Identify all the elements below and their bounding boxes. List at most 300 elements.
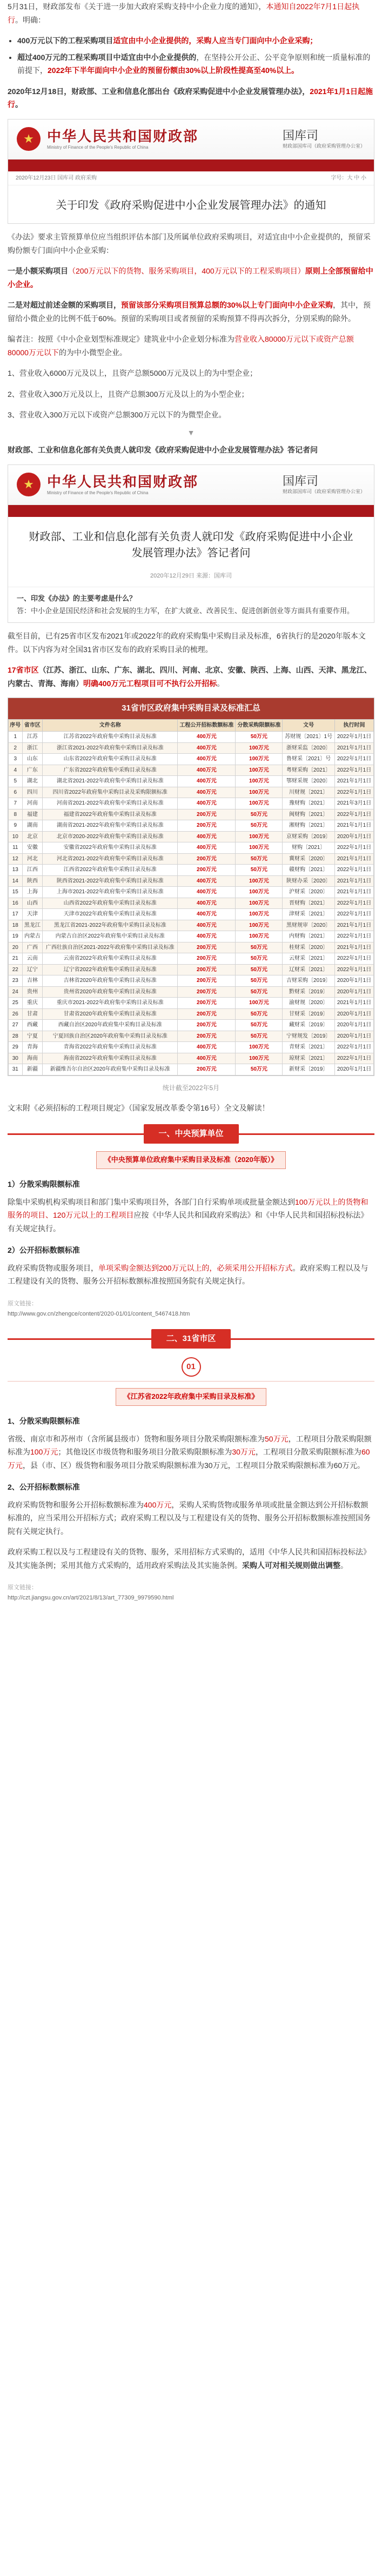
table-cell: 江西省2022年政府集中采购目录及标准 <box>43 865 178 876</box>
table-cell: 安徽 <box>22 842 43 854</box>
table-cell: 400万元 <box>178 875 236 887</box>
intro-bullet: • 超过400万元的工程采购项目中适宜由中小企业提供的，在坚持公开公正、公平竞争原则和统一质量标准的前提下，2022年下半年面向中小企业的预留份额由30%以上阶段性提高至40%以上。 <box>17 51 374 77</box>
article: 5月31日，财政部发布《关于进一步加大政府采购支持中小企业力度的通知》，本通知自2022年7月1日起执行。明确： • 400万元以下的工程采购项目适宜由中小企业提供的，采购人应当专门面向中小企业采购； • 超过400万元的工程采购项目中适宜由中小企业提供的，在坚持公开公正、公平竞争原则和统一质量标准的前提下，2022年下半年面向中小企业的预留份额由30%以上阶段性提高至40%以上。 2020年12月18日，财政部、工业和信息化部出台《政府采购促进中小企业发展管理办法》，2021年1月1日起施行。 ★ 中华人民共和国财政部 Ministry of Finance of the People's Republic of China 国库司 财政部国库司（政府采购管理办公室） 2020年12月23日 国库司 政府采购 字号：大 中 小 关于印发《政府采购促进中小企业发展管理办法》的通知 《办法》要求主管预算单位应当组织评估本部门及所属单位政府采购项目，对适宜由中小企业提供的，预留采购份额专门面向中小企业采购： 一是小额采购项目（200万元以下的货物、服务采购项目，400万元以下的工程采购项目）原则上全部预留给中小企业。 二是对超过前述金额的采购项目，预留该部分采购项目预算总额的30%以上专门面向中小企业采购，其中，预留给小微企业的比例不低于60%。预留的采购项目或者预留的采购预算不得再次拆分，分别采购的除外。 编者注：按照《中小企业划型标准规定》建筑业中小企业划分标准为营业收入80000万元以下或资产总额80000万元以下的为中小微型企业。 1、营业收入6000万元及以上，且资产总额5000万元及以上的为中型企业； 2、营业收入300万元及以上，且资产总额300万元及以上的为小型企业； 3、营业收入300万元以下或资产总额300万元以下的为微型企业。 ▼ 财政部、工业和信息化部有关负责人就印发《政府采购促进中小企业发展管理办法》答记者问 ★ 中华人民共和国财政部 Ministry of Finance of the People's Republic of China 国库司 财政部国库司（政府采购管理办公室） 财政部、工业和信息化部有关负责人就印发《政府采购促进中小企业发展管理办法》答记者问 2020年12月29日 来源：国库司 一、印发《办法》的主要考虑是什么？ 答：中小企业是国民经济和社会发展的生力军，在扩大就业、改善民生、促进创新创业等方面具有重要作用。 截至目前，已有25省市区发布2021年或2022年的政府采购集中采购目录及标准，6省执行的是2020年版本文件。以下内容为对全国31省市区发布的政府采购目录的梳理。 17省市区（江苏、浙江、山东、广东、湖北、四川、河南、北京、安徽、陕西、上海、山西、天津、黑龙江、内蒙古、青海、海南）明确400万元工程项目可不执行公开招标。 31省市区政府集中采购目录及标准汇总 序号 省市区 文件名称 工程公开招标数额标准 分散采购限额标准 文号 执行时间 1 江苏 江苏省2022年政府集中采购目录及标准 400万元 50万元 苏财规〔2021〕1号 2022年1月1日 2 浙江 浙江省2021-2022年政府集中采购目录及标准 400万元 100万元 浙财采监〔2020〕 2021年1月1日 3 山东 山东省2022年政府集中采购目录及标准 400万元 100万元 鲁财采〔2021〕号 2022年1月1日 4 广东 广东省2022年政府集中采购目录及标准 400万元 100万元 粤财采购〔2021〕 2022年1月1日 5 湖北 湖北省2021-2022年政府集中采购目录及标准 400万元 100万元 鄂财采规〔2020〕 2021年1月1日 6 四川 四川省2022年政府集中采购目录及采购限额标准 400万元 100万元 川财规〔2021〕 2022年1月1日 7 河南 河南省2021-2022年政府集中采购目录及标准 400万元 100万元 豫财购〔2021〕 2021年3月1日 8 福建 福建省2022年政府集中采购目录及标准 200万元 50万元 闽财购〔2021〕 2022年1月1日 9 湖南 湖南省2021-2022年政府集中采购目录及标准 200万元 50万元 湘财购〔2021〕 2021年1月1日 10 北京 北京市2020-2022年政府集中采购目录及标准 400万元 100万元 京财采购〔2019〕 2020年1月1日 11 安徽 安徽省2022年政府集中采购目录及标准 400万元 100万元 财购〔2021〕 2022年1月1日 12 河北 河北省2021-2022年政府集中采购目录及标准 200万元 50万元 冀财采〔2020〕 2021年1月1日 13 江西 江西省2022年政府集中采购目录及标准 200万元 50万元 赣财购〔2021〕 2022年1月1日 14 陕西 陕西省2021-2022年政府集中采购目录及标准 400万元 100万元 陕财办采〔2020〕 2021年1月1日 15 上海 上海市2021-2022年政府集中采购目录及标准 400万元 100万元 沪财采〔2020〕 2021年1月1日 16 山西 山西省2022年政府集中采购目录及标准 400万元 100万元 晋财购〔2021〕 2022年1月1日 17 天津 天津市2022年政府集中采购目录及标准 400万元 100万元 津财采〔2021〕 2022年1月1日 18 黑龙江 黑龙江省2021-2022年政府集中采购目录及标准 400万元 100万元 黑财规审〔2020〕 2021年1月1日 19 内蒙古 内蒙古自治区2022年政府集中采购目录及标准 400万元 100万元 内财购〔2021〕 2022年1月1日 20 广西 广西壮族自治区2021-2022年政府集中采购目录及标准 200万元 50万元 桂财采〔2020〕 2021年1月1日 21 云南 云南省2022年政府集中采购目录及标准 200万元 50万元 云财采〔2021〕 2022年1月1日 22 辽宁 辽宁省2022年政府集中采购目录及标准 200万元 50万元 辽财采〔2021〕 2022年1月1日 23 吉林 吉林省2020年政府集中采购目录及标准 200万元 50万元 吉财采购〔2019〕 2020年1月1日 24 贵州 贵州省2020年政府集中采购目录及标准 200万元 50万元 黔财采〔2019〕 2020年1月1日 25 重庆 重庆市2021-2022年政府集中采购目录及标准 200万元 100万元 渝财规〔2020〕 2021年1月1日 26 甘肃 甘肃省2020年政府集中采购目录及标准 200万元 50万元 甘财采〔2019〕 2020年1月1日 27 西藏 西藏自治区2020年政府集中采购目录及标准 200万元 50万元 藏财采〔2019〕 2020年1月1日 28 宁夏 宁夏回族自治区2020年政府集中采购目录及标准 200万元 50万元 宁财规发〔2019〕 2020年1月1日 29 青海 青海省2022年政府集中采购目录及标准 400万元 100万元 青财采〔2021〕 2022年1月1日 30 海南 海南省2022年政府集中采购目录及标准 400万元 100万元 琼财采〔2021〕 2022年1月1日 31 新疆 新疆维吾尔自治区2020年政府集中采购目录及标准 200万元 50万元 新财采〔2019〕 2020年1月1日 统计截至2022年5月 文末附《必须招标的工程项目规定》（国家发展改革委令第16号）全文及解读！ 一、中央预算单位 《中央预算单位政府集中采购目录及标准（2020年版）》 1）分散采购限额标准 除集中采购机构采购项目和部门集中采购项目外，各部门自行采购单项或批量金额达到100万元以上的货物和服务的项目、120万元以上的工程项目应按《中华人民共和国政府采购法》和《中华人民共和国招标投标法》有关规定执行。 2）公开招标数额标准 政府采购货物或服务项目，单项采购金额达到200万元以上的，必须采用公开招标方式。政府采购工程以及与工程建设有关的货物、服务公开招标数额标准按照国务院有关规定执行。 原文链接： http://www.gov.cn/zhengce/content/2020-01/01/content_5467418.htm 二、31省市区 01 《江苏省2022年政府集中采购目录及标准》 1、分散采购限额标准 省级、南京市和苏州市（含所属县级市）货物和服务项目分散采购限额标准为50万元，工程项目分散采购限额标准为100万元；其他设区市级货物和服务项目分散采购限额标准为30万元，工程项目分散采购限额标准为60万元，县（市、区）级货物和服务项目分散采购限额标准为30万元，工程项目分散采购限额标准为60万元。 2、公开招标数额标准 政府采购货物和服务公开招标数额标准为400万元，采购人采购货物或服务单项或批量金额达到公开招标数额标准的，应当采用公开招标方式；政府采购工程以及与工程建设有关的货物、服务公开招标数额标准按照国务院有关规定执行。 政府采购工程以及与工程建设有关的货物、服务，采用招标方式采购的，适用《中华人民共和国招标投标法》及其实施条例；采用其他方式采购的，适用政府采购法及其实施条例。采购人可对相关规则做出调整。 原文链接： http://czt.jiangsu.gov.cn/art/2021/8/13/art_77309_9979590.html <box>0 0 382 1604</box>
table-row <box>9 865 374 876</box>
table-cell: 100万元 <box>236 887 283 898</box>
table-cell: 400万元 <box>178 887 236 898</box>
table-cell: 22 <box>9 964 23 975</box>
table-row <box>9 831 374 842</box>
table-cell: 23 <box>9 975 23 987</box>
table-row <box>9 1031 374 1042</box>
table-cell: 上海市2021-2022年政府集中采购目录及标准 <box>43 887 178 898</box>
table-cell: 26 <box>9 1008 23 1020</box>
jiangsu-tender-heading: 2、公开招标数额标准 <box>8 1483 80 1491</box>
table-cell: 29 <box>9 1042 23 1053</box>
table-cell: 四川 <box>22 787 43 798</box>
table-cell: 400万元 <box>178 898 236 909</box>
table-cell: 山东省2022年政府集中采购目录及标准 <box>43 754 178 765</box>
table-cell: 2022年1月1日 <box>335 865 374 876</box>
table-cell: 鲁财采〔2021〕号 <box>283 754 335 765</box>
issue-date-paragraph: 2020年12月18日，财政部、工业和信息化部出台《政府采购促进中小企业发展管理办法》，2021年1月1日起施行。 <box>8 87 373 109</box>
table-cell: 50万元 <box>236 809 283 820</box>
table-cell: 400万元 <box>178 831 236 842</box>
table-cell: 200万元 <box>178 1064 236 1075</box>
table-cell: 100万元 <box>236 842 283 854</box>
table-row <box>9 1008 374 1020</box>
table-cell: 宁夏 <box>22 1031 43 1042</box>
table-cell: 16 <box>9 898 23 909</box>
table-cell: 湖北 <box>22 776 43 787</box>
table-cell: 2022年1月1日 <box>335 898 374 909</box>
table-cell: 豫财购〔2021〕 <box>283 798 335 809</box>
table-cell: 贵州省2020年政府集中采购目录及标准 <box>43 986 178 998</box>
mof-qa-screenshot <box>8 464 374 623</box>
table-cell: 天津 <box>22 909 43 920</box>
table-cell: 28 <box>9 1031 23 1042</box>
table-cell: 陕财办采〔2020〕 <box>283 875 335 887</box>
table-cell: 2020年1月1日 <box>335 1020 374 1031</box>
table-cell: 50万元 <box>236 942 283 953</box>
table-cell: 3 <box>9 754 23 765</box>
table-row <box>9 820 374 832</box>
table-cell: 100万元 <box>236 1042 283 1053</box>
table-cell: 2021年1月1日 <box>335 887 374 898</box>
table-cell: 20 <box>9 942 23 953</box>
table-cell: 2021年1月1日 <box>335 920 374 931</box>
table-header-cell: 执行时间 <box>335 719 374 732</box>
table-cell: 津财采〔2021〕 <box>283 909 335 920</box>
table-cell: 2022年1月1日 <box>335 754 374 765</box>
table-cell: 湖北省2021-2022年政府集中采购目录及标准 <box>43 776 178 787</box>
table-cell: 100万元 <box>236 998 283 1009</box>
table-cell: 100万元 <box>236 798 283 809</box>
mof-header <box>8 119 374 160</box>
table-row <box>9 920 374 931</box>
sme-tier-3: 3、营业收入300万元以下或资产总额300万元以下的为微型企业。 <box>8 410 226 419</box>
table-row <box>9 942 374 953</box>
qa-title: 财政部、工业和信息化部有关负责人就印发《政府采购促进中小企业发展管理办法》答记者问 <box>29 530 353 559</box>
table-cell: 2022年1月1日 <box>335 765 374 776</box>
table-cell: 山西省2022年政府集中采购目录及标准 <box>43 898 178 909</box>
jiangsu-tender-note: 政府采购工程以及与工程建设有关的货物、服务，采用招标方式采购的，适用《中华人民共和国招标投标法》及其实施条例；采用其他方式采购的，适用政府采购法及其实施条例。采购人可对相关规则做出调整。 <box>8 1548 371 1570</box>
table-header-cell: 分散采购限额标准 <box>236 719 283 732</box>
table-cell: 北京市2020-2022年政府集中采购目录及标准 <box>43 831 178 842</box>
table-row <box>9 776 374 787</box>
table-cell: 内财购〔2021〕 <box>283 931 335 942</box>
mof-nav-bar <box>8 160 374 171</box>
table-cell: 粤财采购〔2021〕 <box>283 765 335 776</box>
table-cell: 100万元 <box>236 898 283 909</box>
table-header-cell: 序号 <box>9 719 23 732</box>
table-cell: 50万元 <box>236 975 283 987</box>
procurement-standards-table <box>8 698 374 1075</box>
table-cell: 甘肃 <box>22 1008 43 1020</box>
table-cell: 藏财采〔2019〕 <box>283 1020 335 1031</box>
table-cell: 黑财规审〔2020〕 <box>283 920 335 931</box>
table-row <box>9 1042 374 1053</box>
table-cell: 福建省2022年政府集中采购目录及标准 <box>43 809 178 820</box>
table-header-cell: 省市区 <box>22 719 43 732</box>
table-row <box>9 842 374 854</box>
table-cell: 400万元 <box>178 920 236 931</box>
table-cell: 2021年1月1日 <box>335 853 374 865</box>
table-cell: 2022年1月1日 <box>335 964 374 975</box>
table-cell: 2022年1月1日 <box>335 909 374 920</box>
central-catalog-title: 《中央预算单位政府集中采购目录及标准（2020年版）》 <box>8 1151 374 1169</box>
table-cell: 湖南 <box>22 820 43 832</box>
table-cell: 24 <box>9 986 23 998</box>
table-cell: 浙财采监〔2020〕 <box>283 742 335 754</box>
table-cell: 200万元 <box>178 1020 236 1031</box>
source-label: 原文链接： <box>8 1300 37 1307</box>
table-cell: 400万元 <box>178 754 236 765</box>
table-cell: 新财采〔2019〕 <box>283 1064 335 1075</box>
table-cell: 50万元 <box>236 964 283 975</box>
table-cell: 琼财采〔2021〕 <box>283 1053 335 1064</box>
table-footnote: 统计截至2022年5月 <box>162 1084 220 1092</box>
table-cell: 河南省2021-2022年政府集中采购目录及标准 <box>43 798 178 809</box>
central-dispersed-text: 除集中采购机构采购项目和部门集中采购项目外，各部门自行采购单项或批量金额达到100万元以上的货物和服务的项目、120万元以上的工程项目应按《中华人民共和国政府采购法》和《中华人民共和国招标投标法》有关规定执行。 <box>8 1197 368 1233</box>
table-cell: 50万元 <box>236 1064 283 1075</box>
table-cell: 100万元 <box>236 875 283 887</box>
table-cell: 重庆市2021-2022年政府集中采购目录及标准 <box>43 998 178 1009</box>
table-row <box>9 853 374 865</box>
table-row <box>9 765 374 776</box>
table-row <box>9 931 374 942</box>
table-cell: 广西 <box>22 942 43 953</box>
table-cell: 100万元 <box>236 831 283 842</box>
table-row <box>9 1053 374 1064</box>
qa-heading: 财政部、工业和信息化部有关负责人就印发《政府采购促进中小企业发展管理办法》答记者问 <box>8 446 318 454</box>
table-cell: 11 <box>9 842 23 854</box>
table-row <box>9 986 374 998</box>
table-cell: 14 <box>9 875 23 887</box>
editor-note: 编者注：按照《中小企业划型标准规定》建筑业中小企业划分标准为营业收入80000万元以下或资产总额80000万元以下的为中小微型企业。 <box>8 335 354 357</box>
table-cell: 黔财采〔2019〕 <box>283 986 335 998</box>
table-row <box>9 1020 374 1031</box>
table-cell: 100万元 <box>236 909 283 920</box>
table-cell: 陕西省2021-2022年政府集中采购目录及标准 <box>43 875 178 887</box>
table-row <box>9 1064 374 1075</box>
table-cell: 内蒙古 <box>22 931 43 942</box>
table-cell: 贵州 <box>22 986 43 998</box>
table-cell: 2021年3月1日 <box>335 798 374 809</box>
table-cell: 吉财采购〔2019〕 <box>283 975 335 987</box>
table-row <box>9 809 374 820</box>
qa-date: 2020年12月29日 来源：国库司 <box>8 571 374 587</box>
table-cell: 湘财购〔2021〕 <box>283 820 335 832</box>
table-cell: 100万元 <box>236 920 283 931</box>
table-cell: 5 <box>9 776 23 787</box>
table-cell: 宁财规发〔2019〕 <box>283 1031 335 1042</box>
table-cell: 新疆维吾尔自治区2020年政府集中采购目录及标准 <box>43 1064 178 1075</box>
table-cell: 100万元 <box>236 776 283 787</box>
table-cell: 400万元 <box>178 842 236 854</box>
table-cell: 27 <box>9 1020 23 1031</box>
table-cell: 2022年1月1日 <box>335 931 374 942</box>
table-row <box>9 798 374 809</box>
national-emblem-icon: ★ <box>17 127 41 151</box>
table-cell: 1 <box>9 732 23 743</box>
table-cell: 青海省2022年政府集中采购目录及标准 <box>43 1042 178 1053</box>
section-number-badge: 01 <box>182 1357 201 1377</box>
table-cell: 2021年1月1日 <box>335 998 374 1009</box>
summary-paragraph: 截至目前，已有25省市区发布2021年或2022年的政府采购集中采购目录及标准，6省执行的是2020年版本文件。以下内容为对全国31省市区发布的政府采购目录的梳理。 <box>8 632 366 654</box>
table-cell: 海南 <box>22 1053 43 1064</box>
central-dispersed-heading: 1）分散采购限额标准 <box>8 1180 80 1189</box>
table-cell: 川财规〔2021〕 <box>283 787 335 798</box>
table-cell: 四川省2022年政府集中采购目录及采购限额标准 <box>43 787 178 798</box>
intro-paragraph <box>8 0 374 26</box>
table-cell: 甘财采〔2019〕 <box>283 1008 335 1020</box>
table-cell: 200万元 <box>178 1031 236 1042</box>
treasury-dept-title: 国库司 <box>282 129 318 143</box>
table-cell: 北京 <box>22 831 43 842</box>
table-title: 31省市区政府集中采购目录及标准汇总 <box>8 698 374 719</box>
jiangsu-dispersed-heading: 1、分散采购限额标准 <box>8 1417 80 1425</box>
table-cell: 8 <box>9 809 23 820</box>
table-cell: 福建 <box>22 809 43 820</box>
table-cell: 13 <box>9 865 23 876</box>
qa-answer-1: 答：中小企业是国民经济和社会发展的生力军，在扩大就业、改善民生、促进创新创业等方面具有重要作用。 <box>17 606 354 615</box>
table-cell: 50万元 <box>236 1020 283 1031</box>
intro-lead-red: 本通知自2022年7月1日起执行 <box>8 2 360 24</box>
table-cell: 山东 <box>22 754 43 765</box>
mof-header-2: ★ 中华人民共和国财政部 Ministry of Finance of the People's Republic of China 国库司 财政部国库司（政府采购管理办公室） <box>8 465 374 505</box>
table-cell: 10 <box>9 831 23 842</box>
section-banner-central: 一、中央预算单位 <box>8 1124 374 1144</box>
table-cell: 200万元 <box>178 1008 236 1020</box>
notice-title: 关于印发《政府采购促进中小企业发展管理办法》的通知 <box>56 200 326 211</box>
table-cell: 31 <box>9 1064 23 1075</box>
table-cell: 50万元 <box>236 986 283 998</box>
national-emblem-icon: ★ <box>17 473 41 496</box>
table-cell: 9 <box>9 820 23 832</box>
table-cell: 广东 <box>22 765 43 776</box>
mof-name-cn: 中华人民共和国财政部 <box>47 128 199 144</box>
table-cell: 新疆 <box>22 1064 43 1075</box>
table-cell: 15 <box>9 887 23 898</box>
sme-tier-1: 1、营业收入6000万元及以上，且资产总额5000万元及以上的为中型企业； <box>8 369 258 377</box>
table-cell: 30 <box>9 1053 23 1064</box>
divider <box>8 1381 374 1382</box>
table-cell: 200万元 <box>178 953 236 965</box>
table-cell: 桂财采〔2020〕 <box>283 942 335 953</box>
table-cell: 宁夏回族自治区2020年政府集中采购目录及标准 <box>43 1031 178 1042</box>
table-cell: 云南省2022年政府集中采购目录及标准 <box>43 953 178 965</box>
central-tender-text: 政府采购货物或服务项目，单项采购金额达到200万元以上的，必须采用公开招标方式。政府采购工程以及与工程建设有关的货物、服务公开招标数额标准按照国务院有关规定执行。 <box>8 1263 368 1285</box>
table-cell: 7 <box>9 798 23 809</box>
table-cell: 200万元 <box>178 820 236 832</box>
qa-question-1: 一、印发《办法》的主要考虑是什么？ <box>17 594 137 602</box>
table-cell: 200万元 <box>178 975 236 987</box>
table-cell: 安徽省2022年政府集中采购目录及标准 <box>43 842 178 854</box>
central-tender-heading: 2）公开招标数额标准 <box>8 1246 80 1254</box>
table-cell: 2022年1月1日 <box>335 809 374 820</box>
provinces-paragraph: 17省市区（江苏、浙江、山东、广东、湖北、四川、河南、北京、安徽、陕西、上海、山西、天津、黑龙江、内蒙古、青海、海南）明确400万元工程项目可不执行公开招标。 <box>8 666 372 688</box>
table-cell: 江西 <box>22 865 43 876</box>
table-cell: 冀财采〔2020〕 <box>283 853 335 865</box>
table-cell: 甘肃省2020年政府集中采购目录及标准 <box>43 1008 178 1020</box>
table-cell: 青海 <box>22 1042 43 1053</box>
table-cell: 21 <box>9 953 23 965</box>
table-cell: 100万元 <box>236 931 283 942</box>
table-row <box>9 898 374 909</box>
table-cell: 2022年1月1日 <box>335 1053 374 1064</box>
table-cell: 2022年1月1日 <box>335 1042 374 1053</box>
table-cell: 200万元 <box>178 809 236 820</box>
table-cell: 50万元 <box>236 1008 283 1020</box>
table-cell: 天津市2022年政府集中采购目录及标准 <box>43 909 178 920</box>
intro-lead: 5月31日，财政部发布《关于进一步加大政府采购支持中小企业力度的通知》， <box>8 2 266 11</box>
table-cell: 100万元 <box>236 787 283 798</box>
table-row <box>9 998 374 1009</box>
table-cell: 2020年1月1日 <box>335 1064 374 1075</box>
table-header-cell: 文件名称 <box>43 719 178 732</box>
table-row <box>9 787 374 798</box>
table-cell: 200万元 <box>178 942 236 953</box>
table-cell: 50万元 <box>236 865 283 876</box>
mof-breadcrumb: 2020年12月23日 国库司 政府采购 字号：大 中 小 <box>8 171 374 186</box>
table-cell: 鄂财采规〔2020〕 <box>283 776 335 787</box>
table-cell: 19 <box>9 931 23 942</box>
table-cell: 辽财采〔2021〕 <box>283 964 335 975</box>
table-cell: 山西 <box>22 898 43 909</box>
table-cell: 赣财购〔2021〕 <box>283 865 335 876</box>
table-cell: 黑龙江省2021-2022年政府集中采购目录及标准 <box>43 920 178 931</box>
table-cell: 财购〔2021〕 <box>283 842 335 854</box>
table-cell: 沪财采〔2020〕 <box>283 887 335 898</box>
table-cell: 江苏 <box>22 732 43 743</box>
intro-bullets <box>8 34 374 77</box>
table-cell: 2020年1月1日 <box>335 831 374 842</box>
table-cell: 海南省2022年政府集中采购目录及标准 <box>43 1053 178 1064</box>
table-cell: 400万元 <box>178 765 236 776</box>
table-cell: 50万元 <box>236 1031 283 1042</box>
table-row <box>9 953 374 965</box>
table-cell: 辽宁 <box>22 964 43 975</box>
table-header-cell: 文号 <box>283 719 335 732</box>
table-cell: 2022年1月1日 <box>335 842 374 854</box>
jiangsu-dispersed-text: 省级、南京市和苏州市（含所属县级市）货物和服务项目分散采购限额标准为50万元，工程项目分散采购限额标准为100万元；其他设区市级货物和服务项目分散采购限额标准为30万元，工程项目分散采购限额标准为60万元，县（市、区）级货物和服务项目分散采购限额标准为30万元，工程项目分散采购限额标准为60万元。 <box>8 1434 372 1470</box>
table-row <box>9 742 374 754</box>
table-cell: 重庆 <box>22 998 43 1009</box>
table-cell: 云财采〔2021〕 <box>283 953 335 965</box>
table-cell: 浙江 <box>22 742 43 754</box>
table-cell: 西藏 <box>22 1020 43 1031</box>
table-row <box>9 975 374 987</box>
table-cell: 400万元 <box>178 776 236 787</box>
source-link-jiangsu[interactable]: http://czt.jiangsu.gov.cn/art/2021/8/13/art_77309_9979590.html <box>8 1595 174 1602</box>
jiangsu-catalog-title: 《江苏省2022年政府集中采购目录及标准》 <box>8 1388 374 1406</box>
table-cell: 4 <box>9 765 23 776</box>
table-cell: 2022年1月1日 <box>335 953 374 965</box>
measures-paragraph: 《办法》要求主管预算单位应当组织评估本部门及所属单位政府采购项目，对适宜由中小企业提供的，预留采购份额专门面向中小企业采购： <box>8 233 371 255</box>
table-cell: 2021年1月1日 <box>335 942 374 953</box>
table-cell: 河南 <box>22 798 43 809</box>
table-cell: 100万元 <box>236 765 283 776</box>
table-cell: 100万元 <box>236 742 283 754</box>
table-row <box>9 732 374 743</box>
table-cell: 400万元 <box>178 1042 236 1053</box>
table-cell: 云南 <box>22 953 43 965</box>
table-header-row <box>9 719 374 732</box>
table-cell: 400万元 <box>178 1053 236 1064</box>
table-cell: 50万元 <box>236 732 283 743</box>
table-row <box>9 754 374 765</box>
table-cell: 200万元 <box>178 865 236 876</box>
appendix-note: 文末附《必须招标的工程项目规定》（国家发展改革委令第16号）全文及解读！ <box>8 1103 270 1112</box>
table-cell: 内蒙古自治区2022年政府集中采购目录及标准 <box>43 931 178 942</box>
table-cell: 2021年1月1日 <box>335 820 374 832</box>
table-cell: 2021年1月1日 <box>335 875 374 887</box>
table-cell: 2020年1月1日 <box>335 975 374 987</box>
measure-one: 一是小额采购项目（200万元以下的货物、服务采购项目，400万元以下的工程采购项目）原则上全部预留给中小企业。 <box>8 267 373 289</box>
table-cell: 陕西 <box>22 875 43 887</box>
table-cell: 12 <box>9 853 23 865</box>
table-cell: 闽财购〔2021〕 <box>283 809 335 820</box>
table-cell: 广西壮族自治区2021-2022年政府集中采购目录及标准 <box>43 942 178 953</box>
table-cell: 17 <box>9 909 23 920</box>
table-cell: 渝财规〔2020〕 <box>283 998 335 1009</box>
table-cell: 吉林省2020年政府集中采购目录及标准 <box>43 975 178 987</box>
table-cell: 50万元 <box>236 953 283 965</box>
table-cell: 湖南省2021-2022年政府集中采购目录及标准 <box>43 820 178 832</box>
table-header-cell: 工程公开招标数额标准 <box>178 719 236 732</box>
table-row <box>9 964 374 975</box>
table-cell: 200万元 <box>178 853 236 865</box>
treasury-dept-subtitle: 财政部国库司（政府采购管理办公室） <box>282 143 365 149</box>
table-row <box>9 909 374 920</box>
table-cell: 2020年1月1日 <box>335 1008 374 1020</box>
measure-two: 二是对超过前述金额的采购项目，预留该部分采购项目预算总额的30%以上专门面向中小企业采购，其中，预留给小微企业的比例不低于60%。预留的采购项目或者预留的采购预算不得再次拆分，分别采购的除外。 <box>8 301 371 323</box>
table-cell: 2020年1月1日 <box>335 1031 374 1042</box>
arrow-down-icon: ▼ <box>187 428 195 437</box>
table-cell: 河北省2021-2022年政府集中采购目录及标准 <box>43 853 178 865</box>
table-cell: 200万元 <box>178 964 236 975</box>
table-cell: 25 <box>9 998 23 1009</box>
table-cell: 河北 <box>22 853 43 865</box>
table-cell: 西藏自治区2020年政府集中采购目录及标准 <box>43 1020 178 1031</box>
table-row <box>9 875 374 887</box>
table-cell: 2022年1月1日 <box>335 787 374 798</box>
table-cell: 2021年1月1日 <box>335 776 374 787</box>
section-banner-provinces: 二、31省市区 <box>8 1329 374 1349</box>
mof-notice-screenshot <box>8 119 374 224</box>
sme-tier-2: 2、营业收入300万元及以上，且资产总额300万元及以上的为小型企业； <box>8 389 249 399</box>
table-cell: 2022年1月1日 <box>335 732 374 743</box>
table-cell: 400万元 <box>178 798 236 809</box>
table-cell: 青财采〔2021〕 <box>283 1042 335 1053</box>
table-cell: 200万元 <box>178 998 236 1009</box>
table-cell: 辽宁省2022年政府集中采购目录及标准 <box>43 964 178 975</box>
table-cell: 吉林 <box>22 975 43 987</box>
source-link-central[interactable]: http://www.gov.cn/zhengce/content/2020-01/01/content_5467418.htm <box>8 1310 190 1317</box>
table-cell: 50万元 <box>236 820 283 832</box>
table-cell: 400万元 <box>178 732 236 743</box>
table-cell: 100万元 <box>236 1053 283 1064</box>
table-cell: 400万元 <box>178 909 236 920</box>
jiangsu-tender-text: 政府采购货物和服务公开招标数额标准为400万元，采购人采购货物或服务单项或批量金额达到公开招标数额标准的，应当采用公开招标方式；政府采购工程以及与工程建设有关的货物、服务公开招标数额标准按照国务院有关规定执行。 <box>8 1500 371 1536</box>
intro-lead-end: 。明确： <box>15 15 45 24</box>
table-row <box>9 887 374 898</box>
table-cell: 200万元 <box>178 986 236 998</box>
intro-bullet: • 400万元以下的工程采购项目适宜由中小企业提供的，采购人应当专门面向中小企业采购； <box>17 34 374 48</box>
table-cell: 京财采购〔2019〕 <box>283 831 335 842</box>
table-cell: 苏财规〔2021〕1号 <box>283 732 335 743</box>
table-cell: 400万元 <box>178 931 236 942</box>
table-cell: 晋财购〔2021〕 <box>283 898 335 909</box>
